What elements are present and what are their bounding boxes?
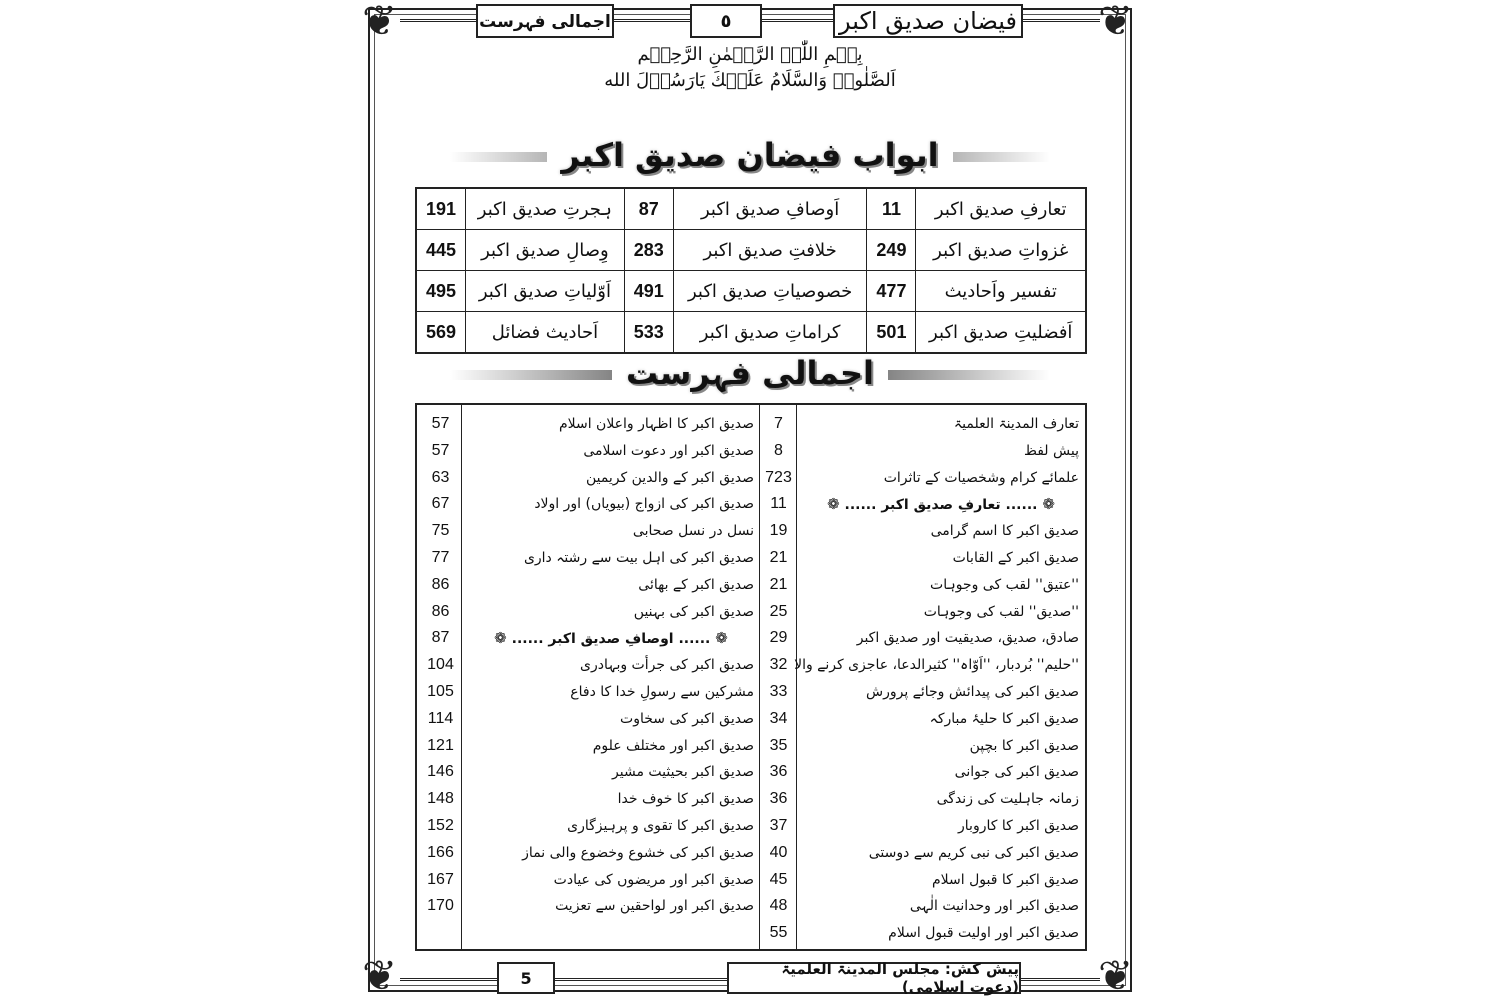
footer-page-number: 5 bbox=[497, 962, 555, 994]
abwab-row bbox=[416, 271, 1086, 312]
toc-entry: صدیق اکبر کی بہنیں bbox=[633, 603, 754, 620]
chapter-page: 533 bbox=[624, 312, 673, 354]
flower-ornament-icon: ❁ bbox=[1042, 495, 1055, 514]
toc-page-number: 75 bbox=[431, 522, 450, 540]
toc-entry: صدیق اکبر کی سخاوت bbox=[620, 710, 754, 727]
toc-entry: صدیق اکبر کی نبی کریم سے دوستی bbox=[868, 844, 1079, 861]
toc-page-number: 166 bbox=[427, 843, 454, 861]
chapter-page: 495 bbox=[416, 271, 466, 312]
toc-title: اجمالی فہرست bbox=[612, 354, 888, 392]
toc-entry: صدیق اکبر کی ازواج (بیویاں) اور اولاد bbox=[534, 496, 754, 513]
chapter-page: 249 bbox=[867, 230, 916, 271]
toc-banner bbox=[450, 354, 1050, 396]
toc-entry: زمانہ جاہلیت کی زندگی bbox=[936, 791, 1079, 808]
toc-page-number: 57 bbox=[431, 415, 450, 432]
toc-page-number: 77 bbox=[431, 548, 450, 566]
toc-entry: صدیق اکبر کا تقوی و پرہیزگاری bbox=[567, 817, 754, 834]
chapter-title: وِصالِ صدیق اکبر bbox=[466, 230, 625, 271]
chapter-page: 11 bbox=[867, 188, 916, 230]
toc-page-number: 63 bbox=[431, 468, 450, 486]
toc-entry: صدیق اکبر کی پیدائش وجائے پرورش bbox=[865, 683, 1079, 700]
toc-page-number: 114 bbox=[427, 709, 454, 727]
toc-entry: تعارف المدینۃ العلمیۃ bbox=[953, 416, 1079, 432]
toc-page-number: 37 bbox=[769, 816, 788, 834]
chapter-title: اَفضلیتِ صدیق اکبر bbox=[916, 312, 1086, 354]
chapter-page: 501 bbox=[867, 312, 916, 354]
corner-ornament-icon: ❦ bbox=[1098, 0, 1134, 45]
toc-page-number: 34 bbox=[769, 709, 788, 727]
abwab-table bbox=[415, 187, 1087, 354]
toc-entry: صدیق اکبر کا اظہار واعلان اسلام bbox=[558, 416, 754, 432]
toc-entry: صدیق اکبر کا اسم گرامی bbox=[930, 523, 1079, 540]
corner-ornament-icon: ❦ bbox=[362, 0, 398, 45]
toc-entry: صدیق اکبر کا خوف خدا bbox=[617, 791, 754, 808]
toc-page-number: 29 bbox=[769, 629, 788, 647]
toc-entry: صدیق اکبر اور مریضوں کی عیادت bbox=[553, 871, 754, 888]
toc-entry: صدیق اکبر اور مختلف علوم bbox=[592, 737, 754, 754]
toc-page-number: 21 bbox=[769, 548, 788, 566]
toc-page-number: 67 bbox=[431, 495, 450, 513]
toc-entry: صدیق اکبر کے بھائی bbox=[638, 576, 754, 593]
toc-page-number: 8 bbox=[774, 441, 783, 459]
toc-entry: صدیق اکبر کا قبول اسلام bbox=[931, 871, 1079, 888]
toc-page-number: 19 bbox=[769, 522, 788, 540]
toc-page-number: 104 bbox=[427, 656, 454, 674]
chapter-title: تفسیر واَحادیث bbox=[916, 271, 1086, 312]
chapter-title: ہجرتِ صدیق اکبر bbox=[466, 188, 625, 230]
toc-section-heading: ❁ ...... تعارفِ صدیق اکبر ...... ❁ bbox=[827, 495, 1055, 514]
toc-page-number: 146 bbox=[427, 763, 454, 781]
toc-page-number: 167 bbox=[427, 870, 454, 888]
salat: اَلصَّلٰوۃُ وَالسَّلَامُ عَلَیۡكَ یَارَسُوۡلَ الله bbox=[604, 70, 896, 91]
toc-page-number: 32 bbox=[769, 656, 788, 674]
toc-page-number: 35 bbox=[769, 736, 788, 754]
chapter-page: 491 bbox=[624, 271, 673, 312]
chapter-page: 445 bbox=[416, 230, 466, 271]
toc-page-number: 25 bbox=[769, 602, 788, 620]
header-page-number: ٥ bbox=[690, 4, 762, 38]
chapter-title: خلافتِ صدیق اکبر bbox=[673, 230, 867, 271]
section-title: اوصافِ صدیق اکبر bbox=[548, 631, 674, 648]
toc-entry: پیش لفظ bbox=[1023, 442, 1079, 459]
toc-entry: نسل در نسل صحابی bbox=[632, 523, 754, 540]
toc-entry: صدیق اکبر کی اہل بیت سے رشتہ داری bbox=[523, 549, 754, 566]
toc-entry: صدیق اکبر کے القابات bbox=[952, 549, 1079, 566]
chapter-page: 191 bbox=[416, 188, 466, 230]
toc-left-pages bbox=[417, 405, 464, 949]
bismillah: بِسۡمِ اللّٰہِ الرَّحۡمٰنِ الرَّحِیۡم bbox=[637, 44, 863, 65]
abwab-row bbox=[416, 188, 1086, 230]
book-title: فیضان صدیق اکبر bbox=[833, 4, 1023, 38]
toc-entry: صدیق اکبر کا بچپن bbox=[969, 737, 1079, 754]
toc-left-titles bbox=[461, 405, 760, 949]
toc-entry: ''صدیق'' لقب کی وجوہات bbox=[923, 603, 1079, 620]
toc-entry: صدیق اکبر کا کاروبار bbox=[958, 817, 1079, 834]
header-section-title: اجمالی فہرست bbox=[476, 4, 614, 38]
toc-page-number: 152 bbox=[427, 816, 454, 834]
corner-ornament-icon: ❦ bbox=[1098, 951, 1134, 1000]
chapter-title: کراماتِ صدیق اکبر bbox=[673, 312, 867, 354]
flower-ornament-icon: ❁ bbox=[494, 629, 507, 648]
section-title: تعارفِ صدیق اکبر bbox=[881, 497, 1001, 514]
toc-entry: صدیق اکبر اور دعوت اسلامی bbox=[583, 442, 754, 459]
toc-page-number: 121 bbox=[427, 736, 454, 754]
chapter-page: 87 bbox=[624, 188, 673, 230]
toc-page-number: 148 bbox=[427, 790, 454, 808]
chapter-page: 283 bbox=[624, 230, 673, 271]
toc-page-number: 7 bbox=[774, 415, 783, 432]
abwab-title: ابواب فیضان صدیق اکبر bbox=[547, 136, 952, 174]
toc-page-number: 36 bbox=[769, 790, 788, 808]
toc-entry: صدیق اکبر کی جرأت وبہادری bbox=[580, 657, 754, 674]
toc-right-pages bbox=[759, 405, 797, 949]
chapter-page: 569 bbox=[416, 312, 466, 354]
toc-entry: صدیق اکبر کی جوانی bbox=[954, 764, 1079, 781]
toc-right-titles bbox=[796, 405, 1085, 949]
footer-publisher: پیش کش: مجلس المدینۃ العلمیۃ (دعوت اسلامی) bbox=[727, 962, 1021, 994]
toc-entry: علمائے کرام وشخصیات کے تاثرات bbox=[883, 469, 1079, 486]
toc-page-number: 57 bbox=[431, 441, 450, 459]
chapter-title: اَوّلیاتِ صدیق اکبر bbox=[466, 271, 625, 312]
toc-page-number: 45 bbox=[769, 870, 788, 888]
abwab-row bbox=[416, 312, 1086, 354]
toc-section-heading: ❁ ...... اوصافِ صدیق اکبر ...... ❁ bbox=[494, 629, 728, 648]
toc-page-number: 86 bbox=[431, 575, 450, 593]
toc-page-number: 33 bbox=[769, 682, 788, 700]
corner-ornament-icon: ❦ bbox=[362, 951, 398, 1000]
toc-entry: مشرکین سے رسولِ خدا کا دفاع bbox=[570, 683, 754, 700]
toc-entry: صدیق اکبر اور لواحقین سے تعزیت bbox=[555, 898, 754, 915]
toc-entry: ''حلیم'' بُردبار، ''اَوّاہ'' کثیرالدعا، عاجزی کرنے والا bbox=[794, 657, 1079, 674]
toc-entry: صدیق اکبر اور اولیت قبول اسلام bbox=[888, 925, 1079, 942]
toc-page-number: 11 bbox=[770, 495, 787, 513]
toc-page-number: 48 bbox=[769, 897, 788, 915]
toc-page-number: 40 bbox=[769, 843, 788, 861]
toc-entry: صدیق اکبر بحیثیت مشیر bbox=[612, 764, 754, 781]
abwab-row bbox=[416, 230, 1086, 271]
chapter-title: اَوصافِ صدیق اکبر bbox=[673, 188, 867, 230]
toc-entry: صدیق اکبر کے والدین کریمین bbox=[585, 469, 754, 486]
toc-entry: صدیق اکبر اور وحدانیت الٰہی bbox=[909, 898, 1079, 915]
toc-table bbox=[415, 403, 1087, 951]
toc-page-number: 723 bbox=[765, 468, 792, 486]
toc-page-number: 105 bbox=[427, 682, 454, 700]
toc-page-number: 55 bbox=[769, 924, 788, 942]
chapter-title: تعارفِ صدیق اکبر bbox=[916, 188, 1086, 230]
toc-entry: ''عتیق'' لقب کی وجوہات bbox=[930, 576, 1079, 593]
toc-page-number: 170 bbox=[427, 897, 454, 915]
chapter-title: اَحادیث فضائل bbox=[466, 312, 625, 354]
toc-page-number: 21 bbox=[769, 575, 788, 593]
chapter-title: غزواتِ صدیق اکبر bbox=[916, 230, 1086, 271]
toc-entry: صدیق اکبر کی خشوع وخضوع والی نماز bbox=[522, 844, 754, 861]
abwab-banner bbox=[450, 136, 1050, 178]
toc-entry: صادق، صدیق، صدیقیت اور صدیق اکبر bbox=[856, 630, 1079, 647]
toc-entry: صدیق اکبر کا حلیۂ مبارکہ bbox=[929, 710, 1079, 727]
toc-page-number: 87 bbox=[431, 629, 450, 647]
toc-page-number: 36 bbox=[769, 763, 788, 781]
chapter-title: خصوصیاتِ صدیق اکبر bbox=[673, 271, 867, 312]
flower-ornament-icon: ❁ bbox=[827, 495, 840, 514]
toc-page-number: 86 bbox=[431, 602, 450, 620]
chapter-page: 477 bbox=[867, 271, 916, 312]
flower-ornament-icon: ❁ bbox=[715, 629, 728, 648]
